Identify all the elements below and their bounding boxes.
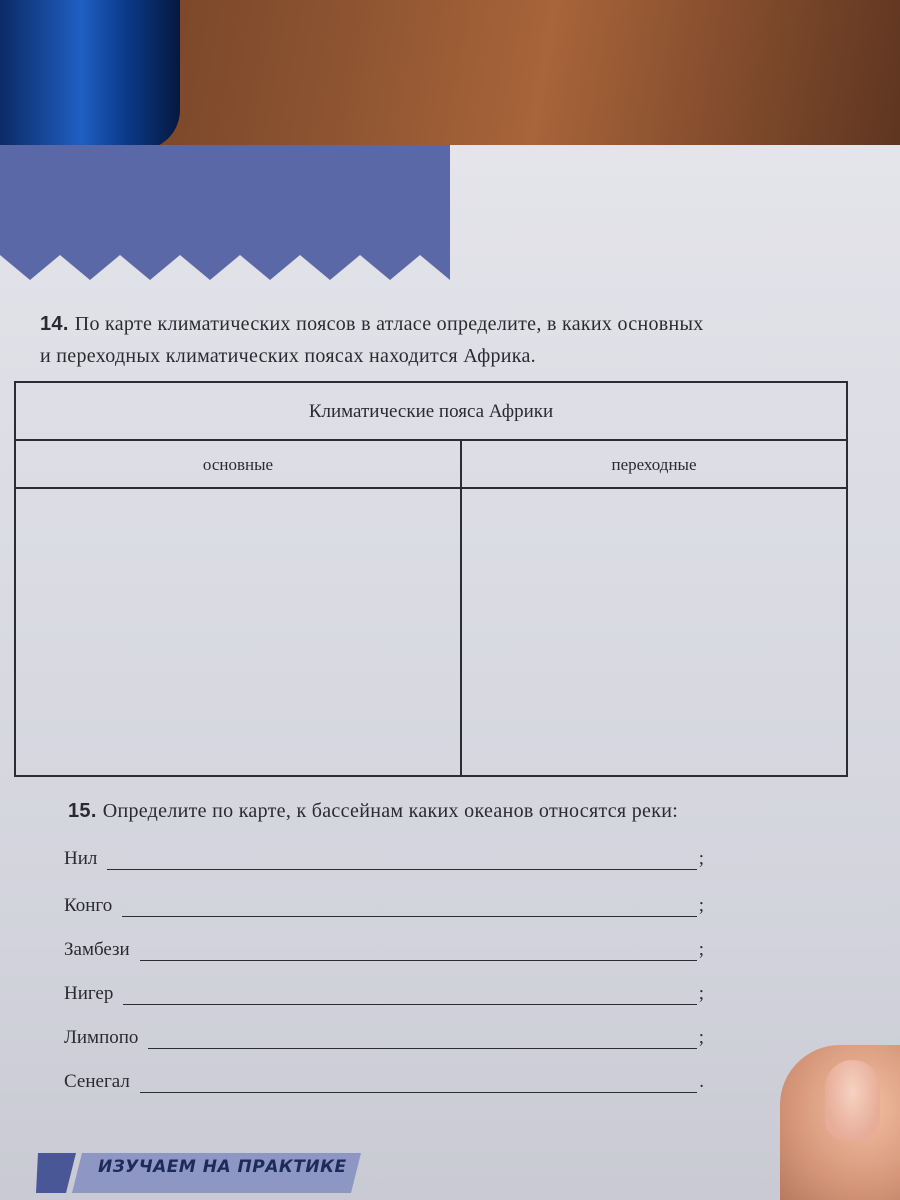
river-name: Лимпопо <box>64 1027 139 1048</box>
task-14-number: 14. <box>40 313 69 335</box>
table-title: Климатические пояса Африки <box>16 383 846 441</box>
decorative-header-band <box>0 145 450 295</box>
river-punct: ; <box>698 1027 704 1048</box>
answer-line[interactable] <box>107 847 696 870</box>
workbook-page <box>0 145 900 1200</box>
river-row-zambezi <box>64 931 704 961</box>
river-punct: ; <box>698 983 704 1004</box>
task-15 <box>68 795 848 827</box>
column-header-main: основные <box>16 441 460 489</box>
answer-line[interactable] <box>123 982 696 1005</box>
river-row-niger <box>64 975 704 1005</box>
river-name: Конго <box>64 895 113 916</box>
task-14 <box>40 308 860 372</box>
river-row-nile <box>64 840 704 870</box>
river-punct: ; <box>698 939 704 960</box>
answer-line[interactable] <box>140 938 697 961</box>
river-row-limpopo <box>64 1019 704 1049</box>
fingernail <box>825 1060 880 1140</box>
task-15-number: 15. <box>68 800 97 822</box>
blue-pen-object <box>0 0 180 150</box>
river-name: Замбези <box>64 939 130 960</box>
task-14-line-1 <box>40 308 860 340</box>
answer-cell-main[interactable] <box>16 489 460 775</box>
answer-cell-transitional[interactable] <box>460 489 846 775</box>
river-name: Нил <box>64 848 98 869</box>
task-15-text: Определите по карте, к бассейнам каких океанов относятся реки: <box>102 800 679 822</box>
river-row-congo <box>64 887 704 917</box>
column-header-transitional: переходные <box>460 441 846 489</box>
answer-line[interactable] <box>140 1070 697 1093</box>
river-name: Нигер <box>64 983 114 1004</box>
river-punct: ; <box>698 895 704 916</box>
river-punct: . <box>699 1071 704 1092</box>
answer-line[interactable] <box>122 894 697 917</box>
river-row-senegal <box>64 1063 704 1093</box>
river-name: Сенегал <box>64 1071 130 1092</box>
section-footer-tag <box>36 1145 366 1200</box>
river-punct: ; <box>698 848 704 869</box>
climate-belts-table <box>14 381 848 777</box>
footer-label: ИЗУЧАЕМ НА ПРАКТИКЕ <box>98 1157 347 1177</box>
task-14-text-2: и переходных климатических поясах находится Африка. <box>40 345 536 367</box>
answer-line[interactable] <box>148 1026 696 1049</box>
task-14-text-1: По карте климатических поясов в атласе определите, в каких основных <box>74 313 704 335</box>
